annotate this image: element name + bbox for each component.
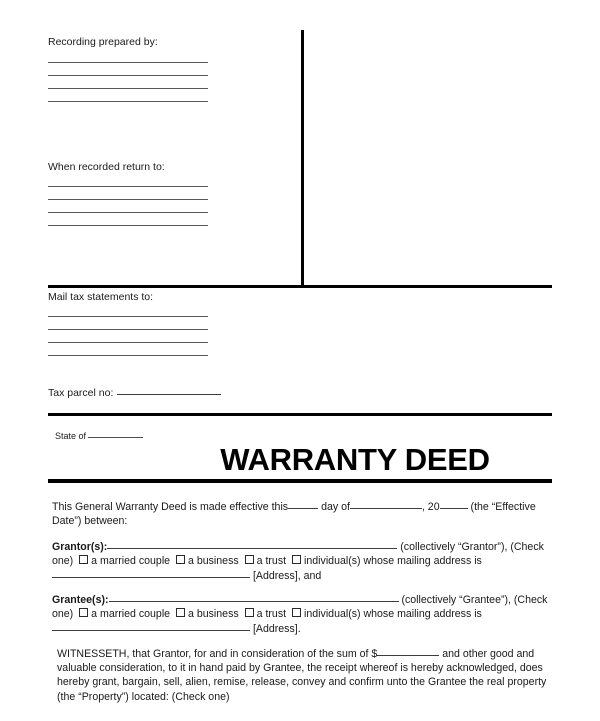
grantee-checkbox-business[interactable] xyxy=(176,608,185,617)
state-of-label: State of xyxy=(55,431,87,441)
tax-parcel-input[interactable] xyxy=(117,385,221,395)
effective-date-text-3: , 20 xyxy=(421,501,440,513)
mail-tax-line-2[interactable] xyxy=(48,329,208,330)
grantee-checkbox-individual[interactable] xyxy=(292,608,301,617)
grantee-option-trust: a trust xyxy=(256,608,287,621)
witnesseth-paragraph xyxy=(57,646,549,704)
grantor-option-individual: individual(s) whose mailing address is xyxy=(304,555,482,568)
return-to-line-4[interactable] xyxy=(48,225,208,226)
grantee-option-business: a business xyxy=(188,608,239,621)
effective-date-text-1: This General Warranty Deed is made effective this xyxy=(52,501,289,513)
grantor-checkbox-business[interactable] xyxy=(176,555,185,564)
grantee-address-input[interactable] xyxy=(52,621,250,631)
recording-prepared-by-line-4[interactable] xyxy=(48,101,208,102)
divider-rule-top xyxy=(48,285,552,288)
effective-day-input[interactable] xyxy=(288,499,318,509)
grantor-checkbox-individual[interactable] xyxy=(292,555,301,564)
grantor-checkbox-married[interactable] xyxy=(79,555,88,564)
grantor-option-married: a married couple xyxy=(91,555,171,568)
effective-year-input[interactable] xyxy=(440,499,468,509)
recording-prepared-by-line-2[interactable] xyxy=(48,75,208,76)
grantor-paragraph xyxy=(52,539,552,584)
return-to-line-2[interactable] xyxy=(48,199,208,200)
tax-parcel-label: Tax parcel no: xyxy=(48,387,114,399)
consideration-amount-input[interactable] xyxy=(377,646,439,656)
grantee-name-input[interactable] xyxy=(109,592,399,602)
grantor-option-trust: a trust xyxy=(256,555,287,568)
recording-prepared-by-label: Recording prepared by: xyxy=(48,36,158,48)
return-to-line-3[interactable] xyxy=(48,212,208,213)
mail-tax-line-3[interactable] xyxy=(48,342,208,343)
tax-parcel-row xyxy=(48,385,221,400)
witnesseth-text-1: WITNESSETH, that Grantor, for and in consideration of the sum of $ xyxy=(57,648,378,660)
effective-month-input[interactable] xyxy=(350,499,422,509)
mail-tax-statements-label: Mail tax statements to: xyxy=(48,291,154,303)
effective-date-text-4: (the “Effective Date”) between: xyxy=(52,501,536,528)
grantee-paragraph xyxy=(52,592,552,637)
grantee-option-individual: individual(s) whose mailing address is xyxy=(304,608,482,621)
grantee-option-married: a married couple xyxy=(91,608,171,621)
grantee-heading: Grantee(s): xyxy=(52,594,109,606)
mail-tax-line-1[interactable] xyxy=(48,316,208,317)
page-title: WARRANTY DEED xyxy=(220,442,490,477)
grantee-collective-text: (collectively “Grantee”), (Check one) xyxy=(52,594,548,621)
divider-rule-title-bottom xyxy=(48,479,552,483)
divider-rule-title-top xyxy=(48,413,552,416)
mail-tax-line-4[interactable] xyxy=(48,355,208,356)
state-of-input[interactable] xyxy=(88,437,143,438)
effective-date-paragraph xyxy=(52,499,552,528)
recording-prepared-by-line-1[interactable] xyxy=(48,62,208,63)
vertical-divider xyxy=(301,30,304,287)
grantor-option-business: a business xyxy=(188,555,239,568)
witnesseth-text-2: and other good and valuable consideration, to it in hand paid by Grantee, the receipt whereof is hereby acknowledged, does hereby grant, bargain, sell, alien, remise, release, convey and confirm unto the Grantee the real property (the “Property”) located: (Check one) xyxy=(57,648,547,703)
grantor-collective-text: (collectively “Grantor”), (Check one) xyxy=(52,541,544,568)
grantee-checkbox-trust[interactable] xyxy=(245,608,254,617)
state-of-row xyxy=(55,430,143,442)
grantor-address-placeholder: [Address], and xyxy=(252,570,322,583)
effective-date-text-2: day of xyxy=(321,501,350,513)
grantee-address-placeholder: [Address]. xyxy=(252,623,301,636)
grantor-checkbox-trust[interactable] xyxy=(245,555,254,564)
grantee-checkbox-married[interactable] xyxy=(79,608,88,617)
when-recorded-return-to-label: When recorded return to: xyxy=(48,161,165,173)
grantor-address-input[interactable] xyxy=(52,568,250,578)
recording-prepared-by-line-3[interactable] xyxy=(48,88,208,89)
grantor-name-input[interactable] xyxy=(107,539,397,549)
return-to-line-1[interactable] xyxy=(48,186,208,187)
grantor-heading: Grantor(s): xyxy=(52,541,108,553)
